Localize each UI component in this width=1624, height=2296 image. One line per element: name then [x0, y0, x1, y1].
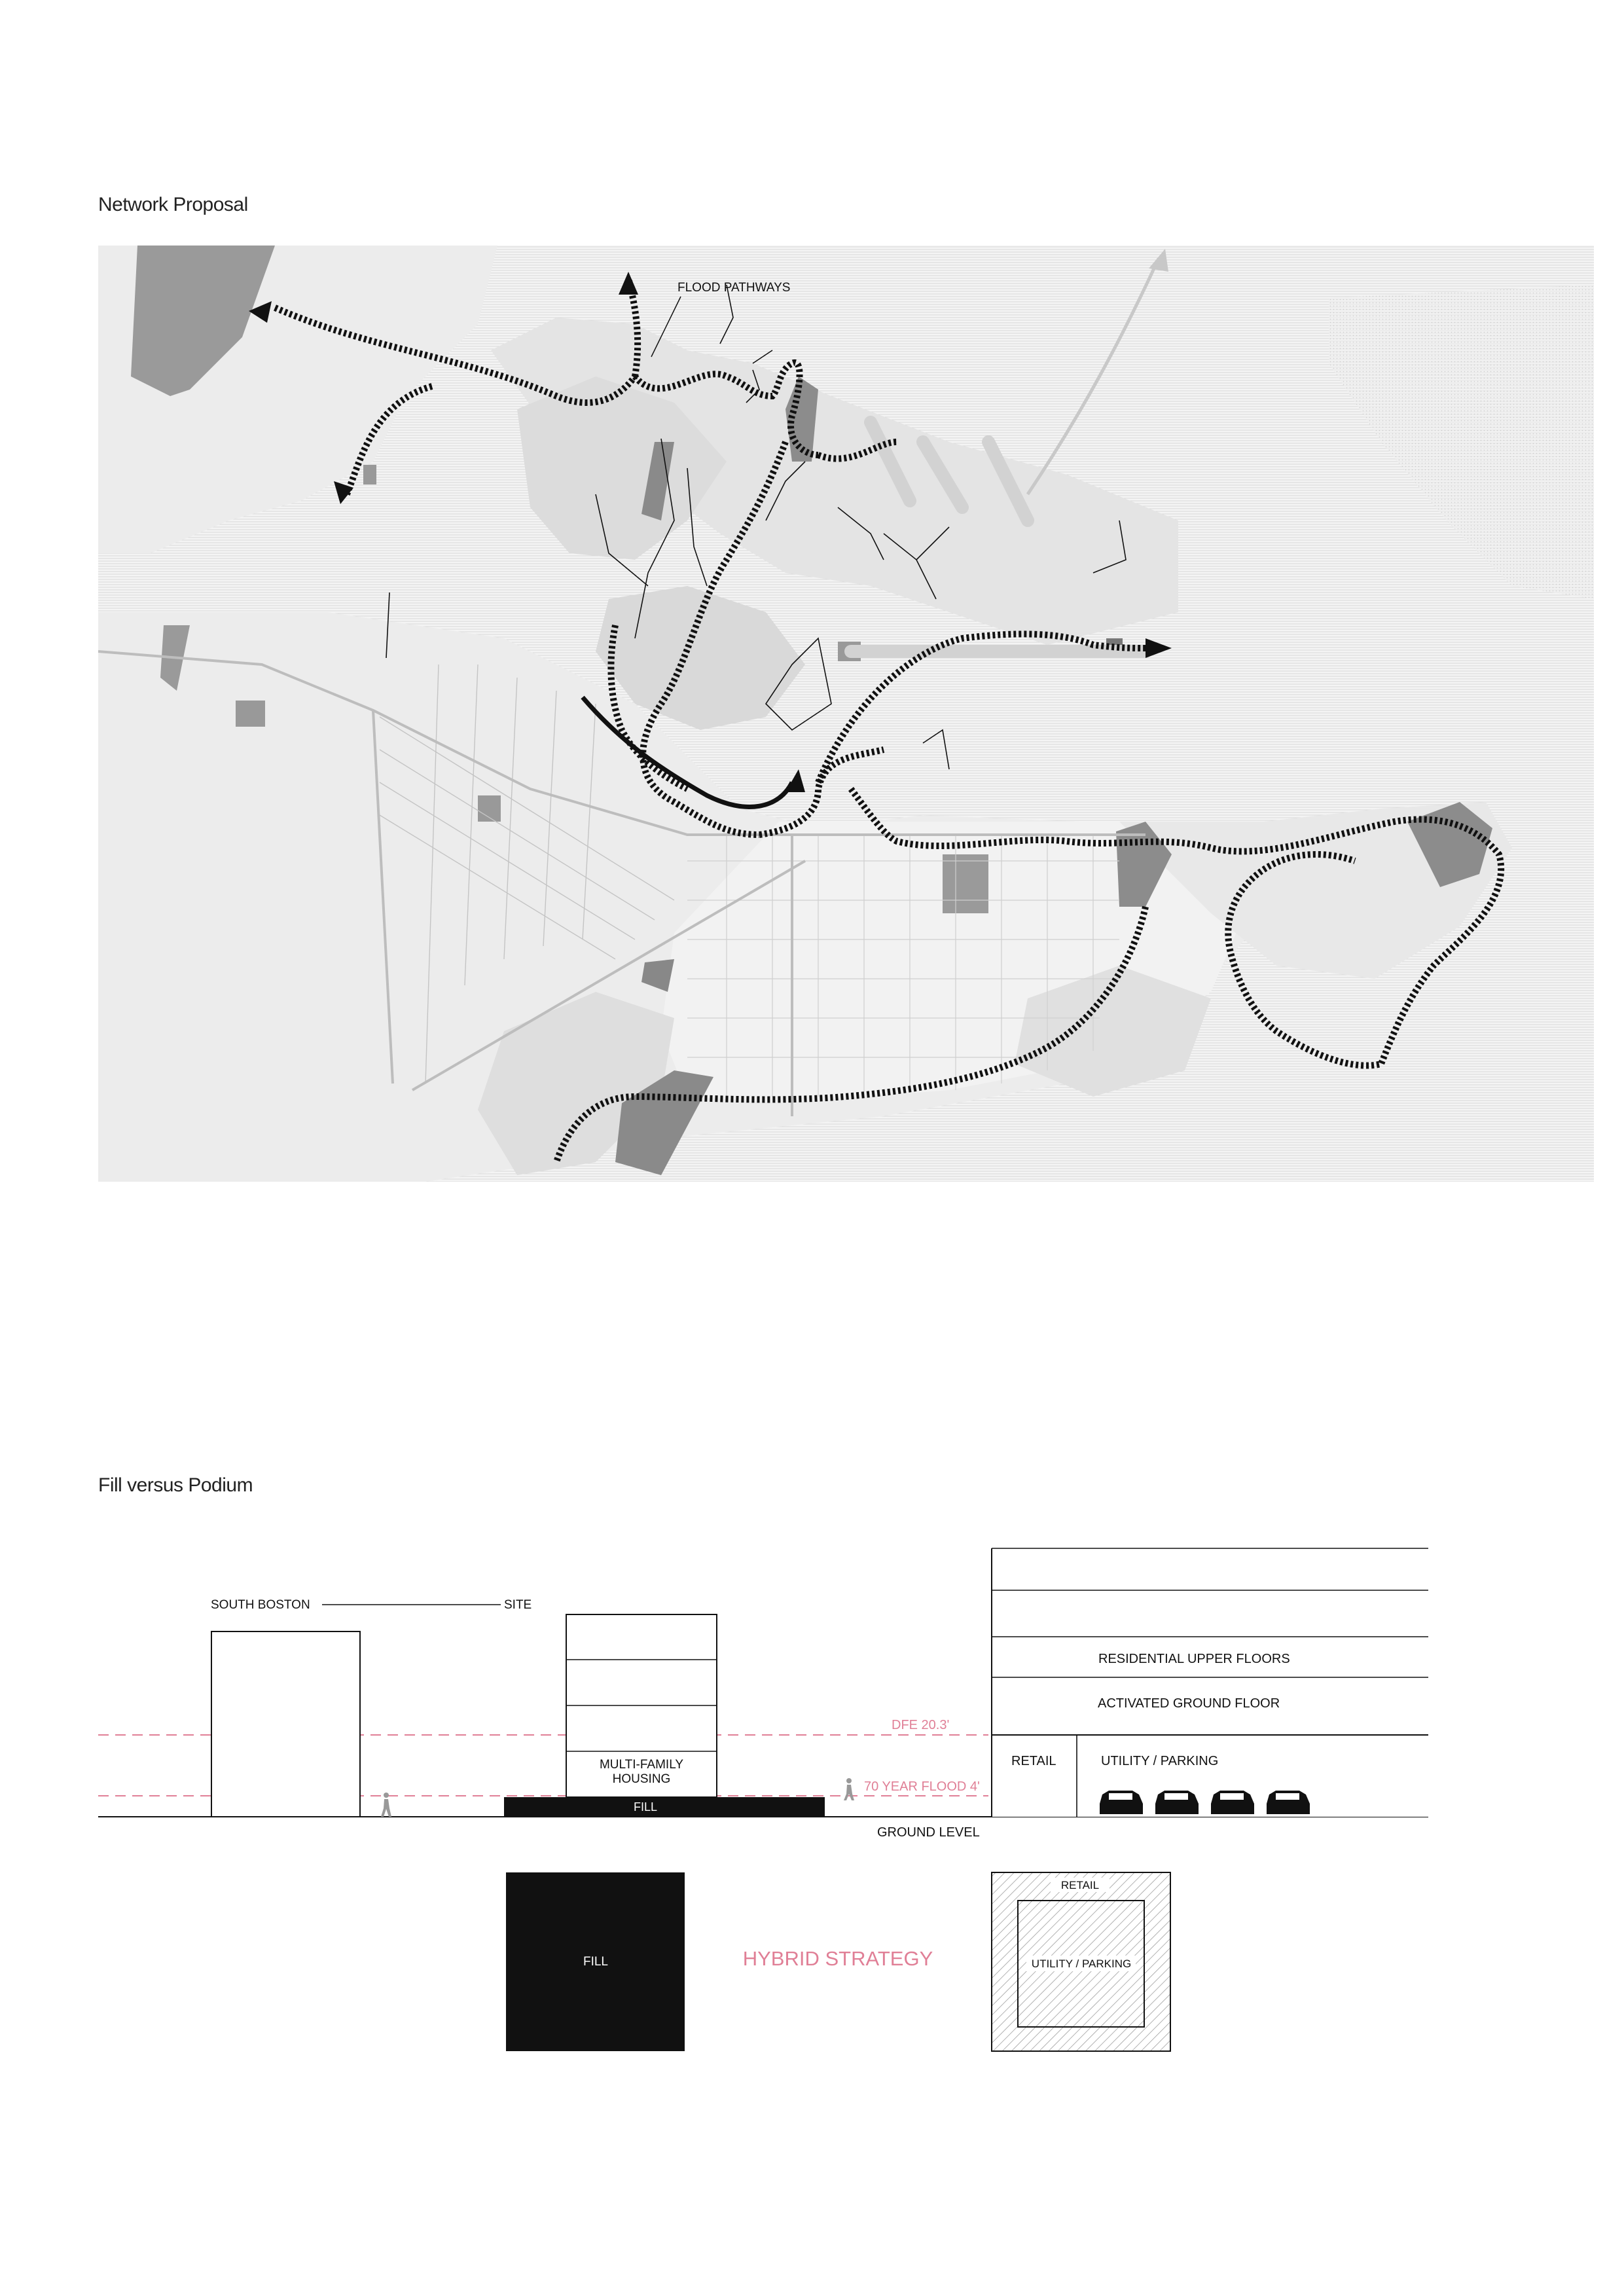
- legend-fill-label: FILL: [583, 1955, 609, 1969]
- fill-versus-podium-title: Fill versus Podium: [98, 1474, 253, 1496]
- hybrid-strategy-label: HYBRID STRATEGY: [742, 1947, 933, 1970]
- flood-pathways-label: FLOOD PATHWAYS: [677, 281, 791, 295]
- car-icon: [1267, 1791, 1310, 1814]
- fill-label: FILL: [634, 1800, 658, 1813]
- section-diagram-svg: [0, 1525, 1624, 2115]
- fill-block: [504, 1797, 825, 1817]
- park-west-2: [236, 701, 265, 727]
- network-map: [98, 246, 1594, 1182]
- car-icon: [1155, 1791, 1199, 1814]
- car-icon: [1211, 1791, 1254, 1814]
- multi-family-label-2: HOUSING: [612, 1772, 671, 1786]
- multi-family-label-1: MULTI-FAMILY: [599, 1758, 684, 1772]
- car-icon: [1100, 1791, 1143, 1814]
- network-proposal-title: Network Proposal: [98, 194, 248, 215]
- park-west-4: [363, 465, 376, 484]
- park-square: [943, 854, 988, 913]
- person-icon: [844, 1778, 854, 1800]
- ground-level-label: GROUND LEVEL: [877, 1825, 980, 1840]
- south-boston-label: SOUTH BOSTON: [211, 1598, 310, 1612]
- podium-tower: [992, 1548, 1428, 1817]
- legend-retail-label: RETAIL: [1060, 1879, 1100, 1891]
- site-label: SITE: [504, 1598, 532, 1612]
- residential-label: RESIDENTIAL UPPER FLOORS: [1098, 1652, 1290, 1666]
- network-map-svg: [98, 246, 1594, 1182]
- legend-utility-label: UTILITY / PARKING: [1031, 1958, 1132, 1970]
- section-diagram: [0, 1525, 1624, 2115]
- activated-label: ACTIVATED GROUND FLOOR: [1098, 1696, 1280, 1711]
- south-boston-building: [211, 1631, 360, 1817]
- retail-label: RETAIL: [1011, 1754, 1056, 1768]
- dfe-label: DFE 20.3': [892, 1718, 950, 1732]
- utility-label: UTILITY / PARKING: [1101, 1754, 1219, 1768]
- flood-label: 70 YEAR FLOOD 4': [864, 1779, 980, 1794]
